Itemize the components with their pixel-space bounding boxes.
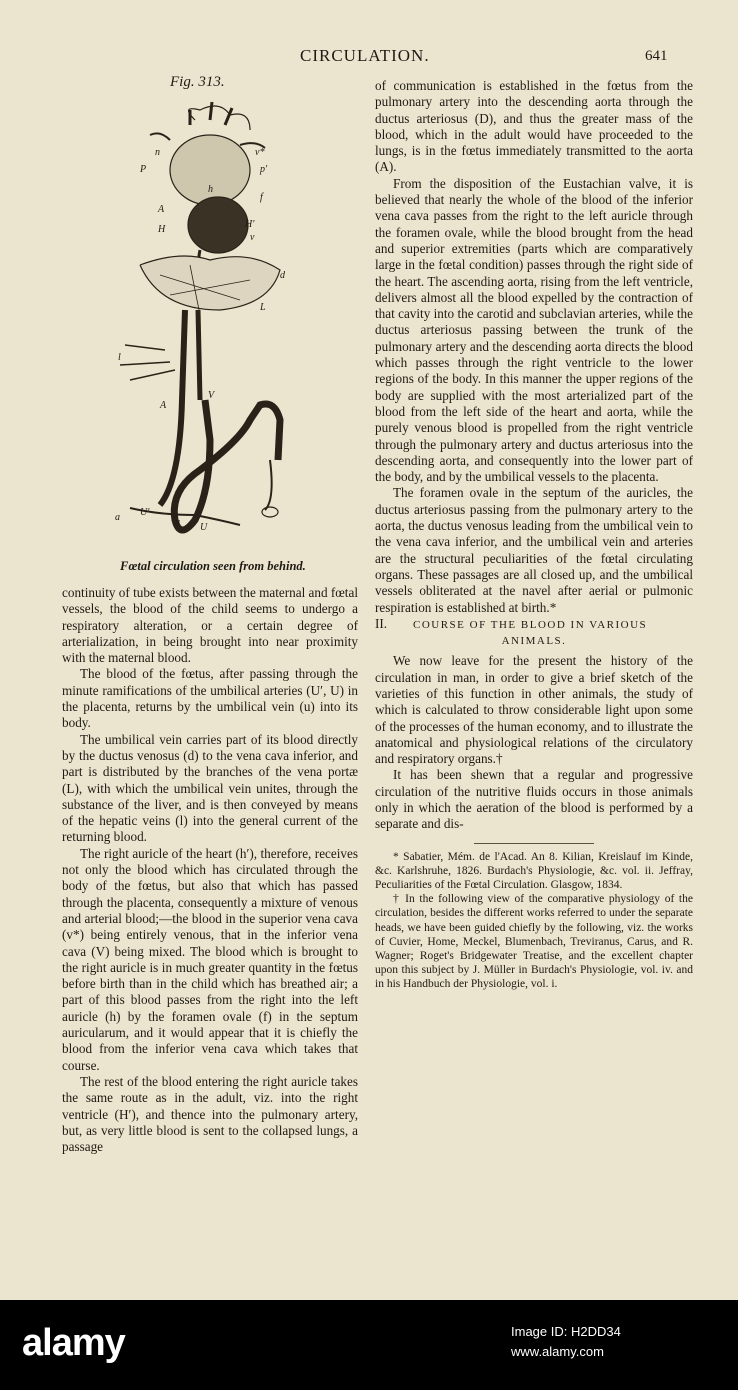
- figure-letter: v: [250, 232, 255, 243]
- figure-letter: h: [208, 184, 213, 195]
- alamy-logo: alamy: [22, 1322, 125, 1364]
- footnote-rule: [474, 843, 594, 844]
- figure-letter: U: [200, 522, 208, 533]
- figure-letter: u: [175, 517, 180, 528]
- figure-letter: A: [158, 204, 165, 215]
- image-id: Image ID: H2DD34: [511, 1324, 621, 1339]
- figure-letter: l: [118, 352, 121, 363]
- section-heading: [375, 616, 693, 633]
- foetal-circulation-figure: [100, 100, 310, 550]
- body-paragraph: The foramen ovale in the septum of the auricles, the ductus arteriosus passing from the pulmonary artery to the aorta, the ductus venosus leading from the umbilical vein to the vena cava inferior, and the umbilical vein and arteries are the structural peculiarities of the fœtal circulating organs. These passages are all closed up, and the umbilical vessels obliterated at the navel after aerial or pulmonic respiration is established at birth.*: [375, 485, 693, 615]
- figure-letter: a: [115, 512, 120, 523]
- figure-letter: d: [280, 270, 285, 281]
- body-paragraph: The rest of the blood entering the right auricle takes the same route as in the adult, viz. into the right ventricle (H′), and thence into the pulmonary artery, but, as very little blood is sent to the collapsed lungs, a passage: [62, 1073, 358, 1155]
- watermark-bar: [0, 1300, 738, 1390]
- right-column: [375, 78, 693, 992]
- body-paragraph: The umbilical vein carries part of its blood directly by the ductus venosus (d) to the vena cava inferior, and part is distributed by the branches of the vena portæ (L), with which the umbilical vein unites, through the substance of the liver, and is then conveyed by means of the hepatic veins (l) into the general current of the returning blood.: [62, 731, 358, 845]
- figure-caption: Fœtal circulation seen from behind.: [120, 559, 306, 573]
- page-number: 641: [645, 48, 668, 64]
- body-paragraph: It has been shewn that a regular and progressive circulation of the nutritive fluids occurs in those animals only in which the aeration of the blood is performed by a separate and dis-: [375, 767, 693, 832]
- figure-label: Fig. 313.: [170, 74, 225, 90]
- figure-letter: A: [160, 400, 167, 411]
- figure-letter: V: [208, 390, 215, 401]
- figure-letter: p': [260, 164, 268, 175]
- section-number: II.: [375, 615, 388, 631]
- body-paragraph: of communication is established in the fœtus from the pulmonary artery into the descending aorta through the ductus arteriosus (D), and thus the greater mass of the blood, which in the adult would have proceeded to the lungs, is in the fœtus immediately transmitted to the aorta (A).: [375, 78, 693, 175]
- running-head: [0, 44, 738, 68]
- figure-letter: U': [140, 507, 150, 518]
- site-url: www.alamy.com: [511, 1344, 604, 1359]
- left-column: [62, 585, 358, 1155]
- figure-letter: v*: [255, 147, 265, 158]
- body-paragraph: continuity of tube exists between the maternal and fœtal vessels, the blood of the child seems to undergo a respiratory alteration, or a certain degree of arterialization, in being brought into near proximity with the maternal blood.: [62, 585, 358, 666]
- figure-letter: H': [245, 219, 255, 230]
- body-paragraph: From the disposition of the Eustachian valve, it is believed that nearly the whole of the blood of the inferior vena cava passes from the right to the left auricle through the foramen ovale, while the blood brought from the head and superior extremities (parts which are comparatively large in the fœtal condition) passes through the right side of the heart. The ascending aorta, rising from the left ventricle, delivers almost all the blood expelled by the contraction of that cavity into the carotid and subclavian arteries, while the ductus arteriosus passing between the trunk of the pulmonary artery and the descending aorta directs the blood which passes through the right ventricle to the lower regions of the body. In this manner the upper regions of the body are supplied with the most arterialized part of the blood from the left side of the heart and aorta, while the purely venous blood is propelled from the right ventricle through the pulmonary artery and ductus arteriosus into the descending aorta, and consequently into the lower part of the body, and by the umbilical vessels to the placenta.: [375, 175, 693, 485]
- body-paragraph: We now leave for the present the history of the circulation in man, in order to give a brief sketch of the varieties of this function in other animals, the study of which is calculated to throw considerable light upon some of the processes of the human economy, and to illustrate the anatomical and physiological relations of the circulatory and respiratory organs.†: [375, 653, 693, 767]
- body-paragraph: The blood of the fœtus, after passing through the minute ramifications of the umbilical arteries (U′, U) in the placenta, returns by the umbilical vein (u) into its body.: [62, 666, 358, 731]
- section-title-line2: ANIMALS.: [501, 635, 567, 648]
- image-info: [511, 1322, 716, 1362]
- section-title-line1: COURSE OF THE BLOOD IN VARIOUS: [413, 618, 648, 631]
- body-paragraph: The right auricle of the heart (h′), therefore, receives not only the blood which has circulated through the body of the fœtus, but also that which has passed through the placenta, consequently a mixture of venous and arterial blood;—the blood in the superior vena cava (v*) being entirely venous, that in the inferior vena cava (V) being mixed. The blood which is brought to the right auricle is in much greater quantity in the fœtus before birth than in the child which has breathed air; a part of this blood passes from the right into the left auricle (h) by the foramen ovale (f) in the septum auricularum, and it would appear that it is chiefly the blood from the inferior vena cava which takes that course.: [62, 845, 358, 1073]
- figure-letter: L: [260, 302, 266, 313]
- footnote: * Sabatier, Mém. de l'Acad. An 8. Kilian, Kreislauf im Kinde, &c. Karlshruhe, 1826. Burdach's Physiologie, &c. vol. ii. Jeffray, Peculiarities of the Fœtal Circulation. Glasgow, 1834.: [375, 850, 693, 892]
- running-title: CIRCULATION.: [300, 46, 430, 65]
- figure-letter: H: [158, 224, 166, 235]
- figure-letter: P: [140, 164, 147, 175]
- figure-letter: f: [260, 192, 263, 203]
- figure-letter: n: [155, 147, 160, 158]
- footnote: † In the following view of the comparative physiology of the circulation, besides the different works referred to under the separate heads, we have been guided chiefly by the following, viz. the works of Cuvier, Home, Meckel, Blumenbach, Treviranus, Carus, and R. Wagner; Roget's Bridgewater Treatise, and the excellent chapter upon this subject by J. Müller in Burdach's Physiologie, vol. iv. and in his Handbuch der Physiologie, vol. i.: [375, 893, 693, 991]
